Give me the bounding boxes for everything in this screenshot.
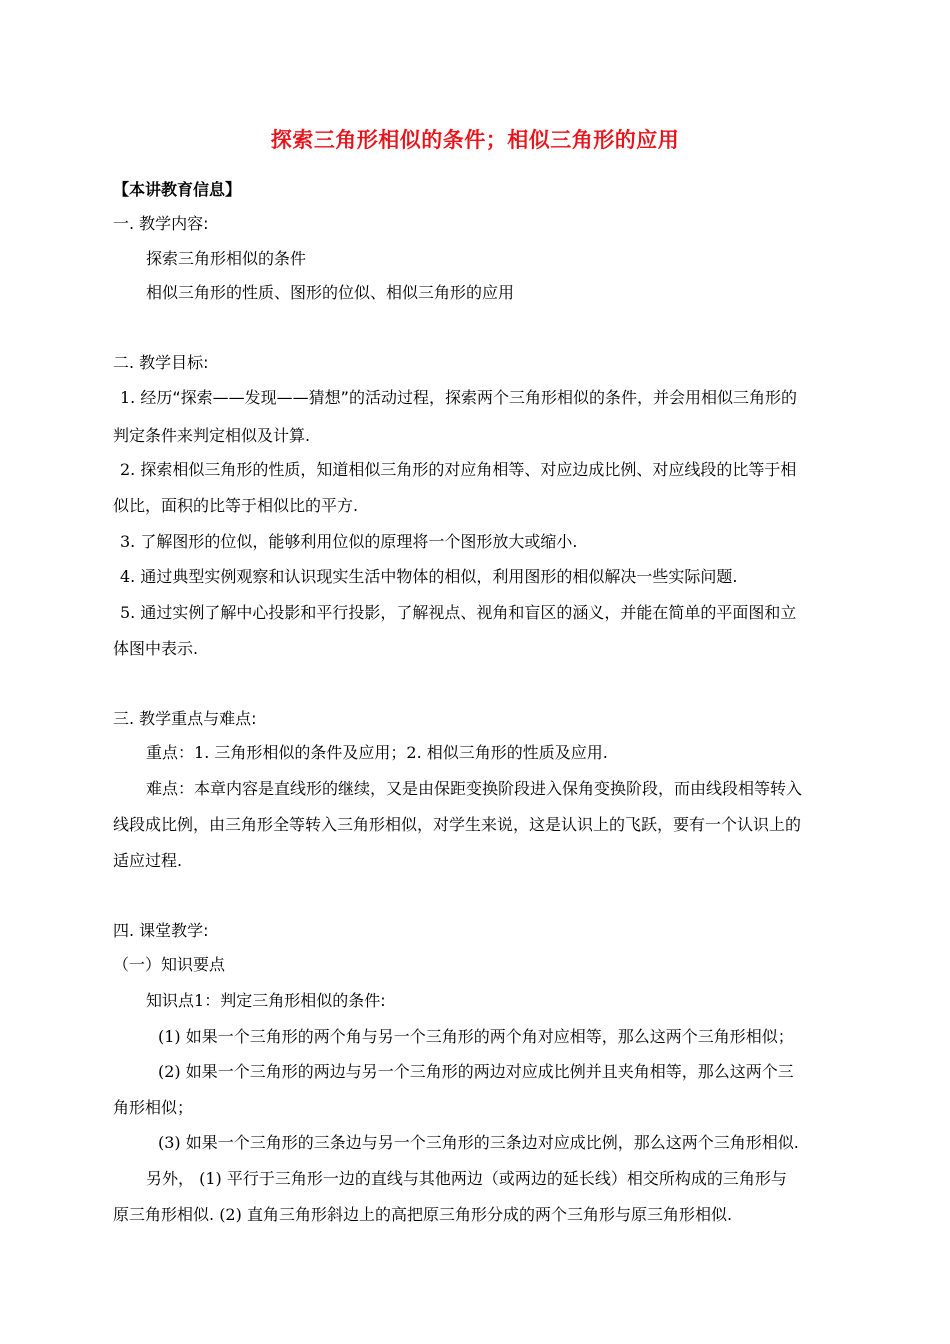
extra-text: 原三角形相似. <box>113 1205 215 1224</box>
extra-number: (2) <box>219 1205 242 1224</box>
goal-text-cont: 判定条件来判定相似及计算. <box>113 426 311 445</box>
goal-3 <box>120 532 577 552</box>
extra-text: 平行于三角形一边的直线与其他两边（或两边的延长线）相交所构成的三角形与 <box>226 1169 787 1188</box>
goal-text: 通过典型实例观察和认识现实生活中物体的相似，利用图形的相似解决一些实际问题. <box>140 567 738 586</box>
goal-number: 3. <box>120 532 136 551</box>
section1-heading: 一. 教学内容: <box>113 214 209 233</box>
goal-text-cont: 体图中表示. <box>113 639 199 658</box>
condition-3 <box>158 1133 799 1153</box>
condition-2 <box>158 1062 794 1082</box>
key-number: 2. <box>406 743 422 762</box>
condition-number: (3) <box>158 1133 181 1152</box>
goal-1 <box>120 388 797 408</box>
difficulty-text: 线段成比例，由三角形全等转入三角形相似，对学生来说，这是认识上的飞跃，要有一个认识上的 <box>113 815 802 834</box>
goal-text: 经历“探索——发现——猜想”的活动过程，探索两个三角形相似的条件，并会用相似三角形的 <box>140 388 797 407</box>
key-points <box>146 743 608 763</box>
key-text: 三角形相似的条件及应用； <box>214 743 407 762</box>
page-title: 探索三角形相似的条件；相似三角形的应用 <box>270 128 680 152</box>
condition-text: 如果一个三角形的三条边与另一个三角形的三条边对应成比例，那么这两个三角形相似. <box>185 1133 799 1152</box>
goal-number: 2. <box>120 460 136 479</box>
kp-label: 知识点 <box>146 991 195 1010</box>
kp-text: ：判定三角形相似的条件: <box>204 991 386 1010</box>
key-text: 相似三角形的性质及应用. <box>426 743 608 762</box>
section1-item: 相似三角形的性质、图形的位似、相似三角形的应用 <box>146 283 515 302</box>
condition-text: 如果一个三角形的两边与另一个三角形的两边对应成比例并且夹角相等，那么这两个三 <box>185 1062 794 1081</box>
goal-text: 通过实例了解中心投影和平行投影，了解视点、视角和盲区的涵义，并能在简单的平面图和立 <box>140 603 797 622</box>
extra-note-cont <box>113 1205 732 1225</box>
goal-text-cont: 似比，面积的比等于相似比的平方. <box>113 496 359 515</box>
section3-heading: 三. 教学重点与难点: <box>113 709 257 728</box>
knowledge-point <box>146 991 386 1011</box>
goal-number: 5. <box>120 603 136 622</box>
extra-note <box>146 1169 787 1189</box>
goal-number: 4. <box>120 567 136 586</box>
goal-text: 探索相似三角形的性质，知道相似三角形的对应角相等、对应边成比例、对应线段的比等于相 <box>140 460 797 479</box>
condition-text-cont: 角形相似； <box>113 1098 194 1117</box>
kp-number: 1 <box>194 991 205 1010</box>
section2-heading: 二. 教学目标: <box>113 353 209 372</box>
key-label: 重点： <box>146 743 195 762</box>
goal-5 <box>120 603 796 623</box>
difficulty-text: 难点：本章内容是直线形的继续，又是由保距变换阶段进入保角变换阶段，而由线段相等转入 <box>146 779 803 798</box>
condition-text: 如果一个三角形的两个角与另一个三角形的两个角对应相等，那么这两个三角形相似； <box>185 1027 794 1046</box>
condition-number: (2) <box>158 1062 181 1081</box>
condition-1 <box>158 1027 794 1047</box>
extra-text: 另外， <box>146 1169 195 1188</box>
goal-number: 1. <box>120 388 136 407</box>
key-number: 1. <box>194 743 210 762</box>
condition-number: (1) <box>158 1027 181 1046</box>
extra-text: 直角三角形斜边上的高把原三角形分成的两个三角形与原三角形相似. <box>246 1205 733 1224</box>
goal-4 <box>120 567 737 587</box>
goal-2 <box>120 460 796 480</box>
info-header: 【本讲教育信息】 <box>113 180 242 199</box>
section1-item: 探索三角形相似的条件 <box>146 249 307 268</box>
section4-heading: 四. 课堂教学: <box>113 921 209 940</box>
goal-text: 了解图形的位似，能够利用位似的原理将一个图形放大或缩小. <box>140 532 578 551</box>
extra-number: (1) <box>199 1169 222 1188</box>
difficulty-text: 适应过程. <box>113 851 183 870</box>
subsection-heading: （一）知识要点 <box>113 955 226 974</box>
